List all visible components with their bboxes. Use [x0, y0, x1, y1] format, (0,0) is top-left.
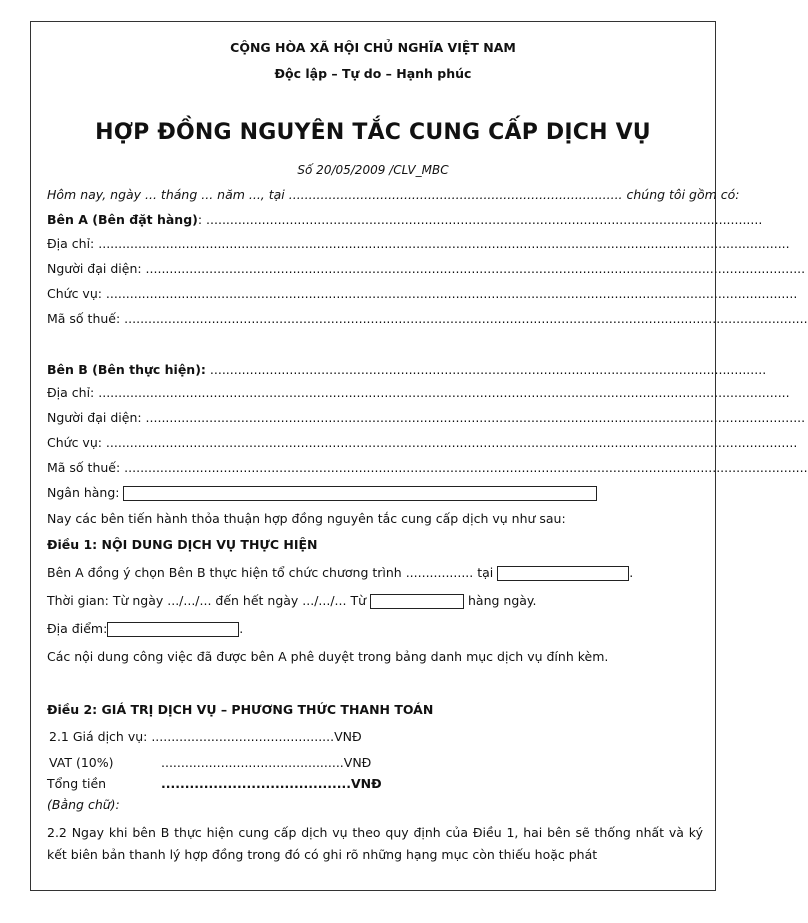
time-input[interactable] — [370, 594, 464, 609]
party-b-representative: Người đại diện: ...................................................................................................................................................................... — [47, 410, 806, 425]
place-end-dot: . — [239, 621, 244, 636]
vat-row — [49, 755, 371, 771]
party-a-heading — [47, 212, 763, 228]
party-a-position: Chức vụ: .............................................................................................................................................................................. — [47, 286, 798, 301]
program-end-dot: . — [629, 565, 634, 580]
bank-label: Ngân hàng: — [47, 485, 120, 500]
article1-heading: Điều 1: NỘI DUNG DỊCH VỤ THỰC HIỆN — [47, 537, 318, 552]
clause-2-2: 2.2 Ngay khi bên B thực hiện cung cấp dịch vụ theo quy định của Điều 1, hai bên sẽ thống nhất và ký kết biên bản thanh lý hợp đồng trong đó có ghi rõ những hạng mục còn thiếu hoặc phát — [47, 825, 703, 862]
price-row — [49, 729, 362, 745]
page-title: HỢP ĐỒNG NGUYÊN TẮC CUNG CẤP DỊCH VỤ — [95, 120, 651, 145]
place-label: Địa điểm: — [47, 621, 108, 636]
article1-program-row — [47, 565, 633, 581]
agreement-intro: Nay các bên tiến hành thỏa thuận hợp đồng nguyên tắc cung cấp dịch vụ như sau: — [47, 511, 566, 526]
price-dots: .............................................. — [151, 729, 335, 744]
vat-dots: .............................................. — [161, 755, 344, 770]
price-label: 2.1 Giá dịch vụ: — [49, 729, 152, 744]
vat-label: VAT (10%) — [49, 755, 114, 770]
contract-number: Số 20/05/2009 /CLV_MBC — [297, 163, 449, 177]
party-a-address: Địa chỉ: .............................................................................................................................................................................. — [47, 236, 790, 251]
in-words-label: (Bằng chữ): — [47, 797, 120, 812]
vat-currency: VNĐ — [343, 755, 372, 770]
program-text: Bên A đồng ý chọn Bên B thực hiện tổ chức chương trình ................. tại — [47, 565, 494, 580]
party-b-address: Địa chỉ: .............................................................................................................................................................................. — [47, 385, 790, 400]
time-text: Thời gian: Từ ngày .../.../... đến hết ngày .../.../... Từ — [47, 593, 367, 608]
article1-time-row — [47, 593, 537, 609]
party-b-heading-label: Bên B (Bên thực hiện): — [47, 362, 206, 377]
motto-header: Độc lập – Tự do – Hạnh phúc — [274, 66, 472, 81]
total-label: Tổng tiền — [47, 776, 107, 791]
program-location-input[interactable] — [497, 566, 629, 581]
total-row — [47, 776, 382, 792]
price-currency: VNĐ — [334, 729, 362, 744]
party-a-heading-label: Bên A (Bên đặt hàng) — [47, 212, 198, 227]
party-b-tax-code: Mã số thuế: ............................................................................................................................................................................ — [47, 460, 808, 475]
nation-header: CỘNG HÒA XÃ HỘI CHỦ NGHĨA VIỆT NAM — [230, 40, 516, 55]
party-b-heading-dots: ............................................................................................................................................ — [205, 362, 767, 377]
party-a-tax-code: Mã số thuế: ............................................................................................................................................................................ — [47, 311, 808, 326]
party-b-heading — [47, 362, 767, 378]
time-end: hàng ngày. — [467, 593, 537, 608]
intro-line: Hôm nay, ngày ... tháng ... năm ..., tại .................................................................................... chúng tôi gồm có: — [47, 187, 740, 202]
article1-place-row — [47, 621, 243, 637]
party-b-position: Chức vụ: .............................................................................................................................................................................. — [47, 435, 798, 450]
total-dots: ........................................ — [161, 776, 351, 791]
bank-input[interactable] — [123, 486, 597, 501]
party-a-representative: Người đại diện: ...................................................................................................................................................................... — [47, 261, 806, 276]
place-input[interactable] — [107, 622, 239, 637]
article2-heading: Điều 2: GIÁ TRỊ DỊCH VỤ – PHƯƠNG THỨC THANH TOÁN — [47, 702, 434, 717]
party-a-heading-dots: : ............................................................................................................................................ — [197, 212, 763, 227]
party-b-bank-row — [47, 485, 597, 501]
article1-content: Các nội dung công việc đã được bên A phê duyệt trong bảng danh mục dịch vụ đính kèm. — [47, 649, 609, 664]
total-currency: VNĐ — [350, 776, 382, 791]
contract-page — [30, 21, 808, 891]
